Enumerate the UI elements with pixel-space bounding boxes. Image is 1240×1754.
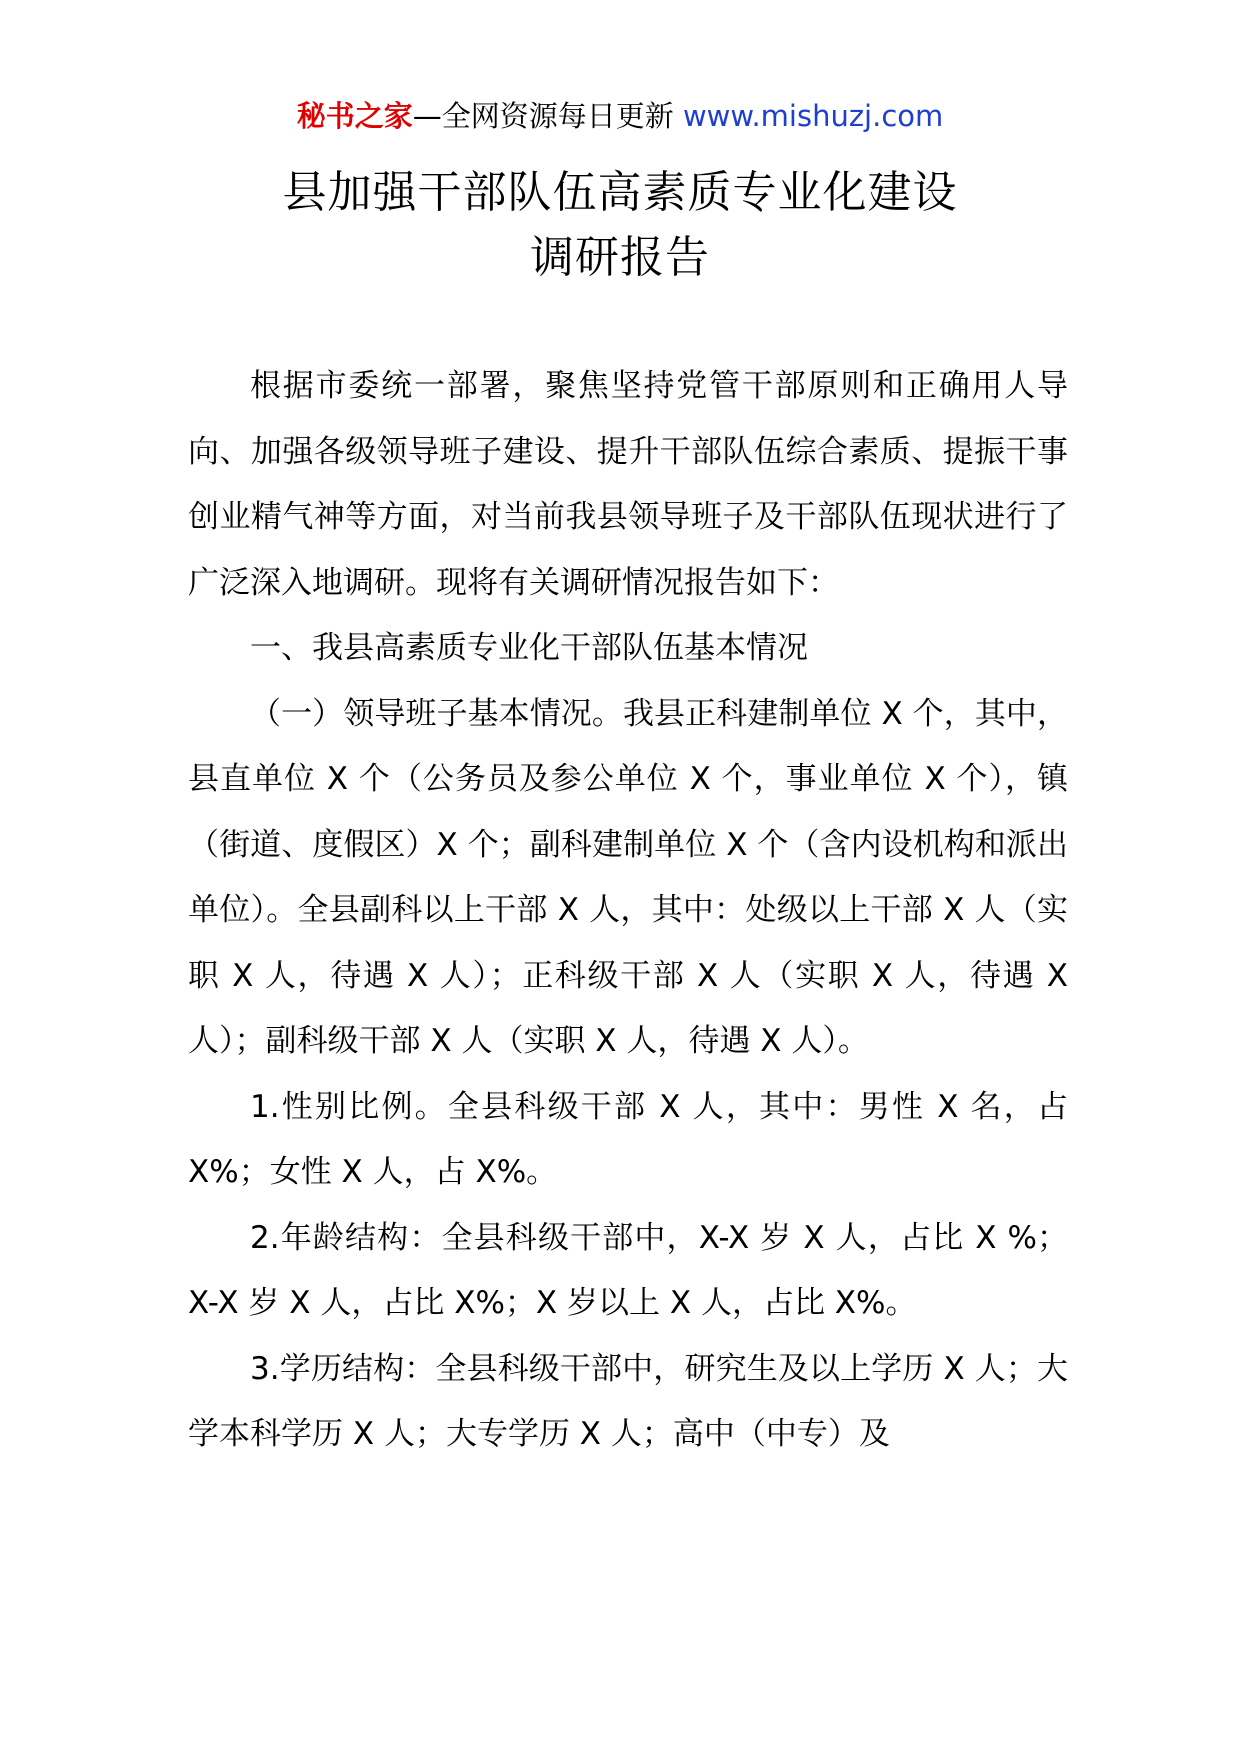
banner-tagline: —全网资源每日更新 <box>412 99 674 133</box>
education-structure-paragraph: 3.学历结构：全县科级干部中，研究生及以上学历 X 人；大学本科学历 X 人；大专学历 X 人；高中（中专）及 <box>188 1350 1068 1452</box>
age-structure-paragraph: 2.年龄结构：全县科级干部中，X-X 岁 X 人，占比 X %；X-X 岁 X 人，占比 X%；X 岁以上 X 人，占比 X%。 <box>188 1219 1068 1321</box>
document-body <box>188 354 1068 1468</box>
intro-paragraph: 根据市委统一部署，聚焦坚持党管干部原则和正确用人导向、加强各级领导班子建设、提升干部队伍综合素质、提振干事创业精气神等方面，对当前我县领导班子及干部队伍现状进行了广泛深入地调研。现将有关调研情况报告如下： <box>188 368 1068 601</box>
gender-ratio-paragraph: 1.性别比例。全县科级干部 X 人，其中：男性 X 名，占 X%；女性 X 人，占 X%。 <box>188 1088 1068 1190</box>
section-heading-1: 一、我县高素质专业化干部队伍基本情况 <box>250 630 808 666</box>
document-title-line-2: 调研报告 <box>530 232 710 283</box>
document-title-line-1: 县加强干部队伍高素质专业化建设 <box>282 167 958 218</box>
brand-name: 秘书之家 <box>296 99 413 133</box>
site-banner <box>0 96 1240 136</box>
subsection-leadership-paragraph: （一）领导班子基本情况。我县正科建制单位 X 个，其中，县直单位 X 个（公务员及参公单位 X 个，事业单位 X 个），镇（街道、度假区）X 个；副科建制单位 X 个（含内设机构和派出单位）。全县副科以上干部 X 人，其中：处级以上干部 X 人（实职 X 人，待遇 X 人）；正科级干部 X 人（实职 X 人，待遇 X 人）；副科级干部 X 人（实职 X 人，待遇 X 人）。 <box>188 695 1068 1059</box>
site-url-link[interactable]: www.mishuzj.com <box>682 99 944 133</box>
